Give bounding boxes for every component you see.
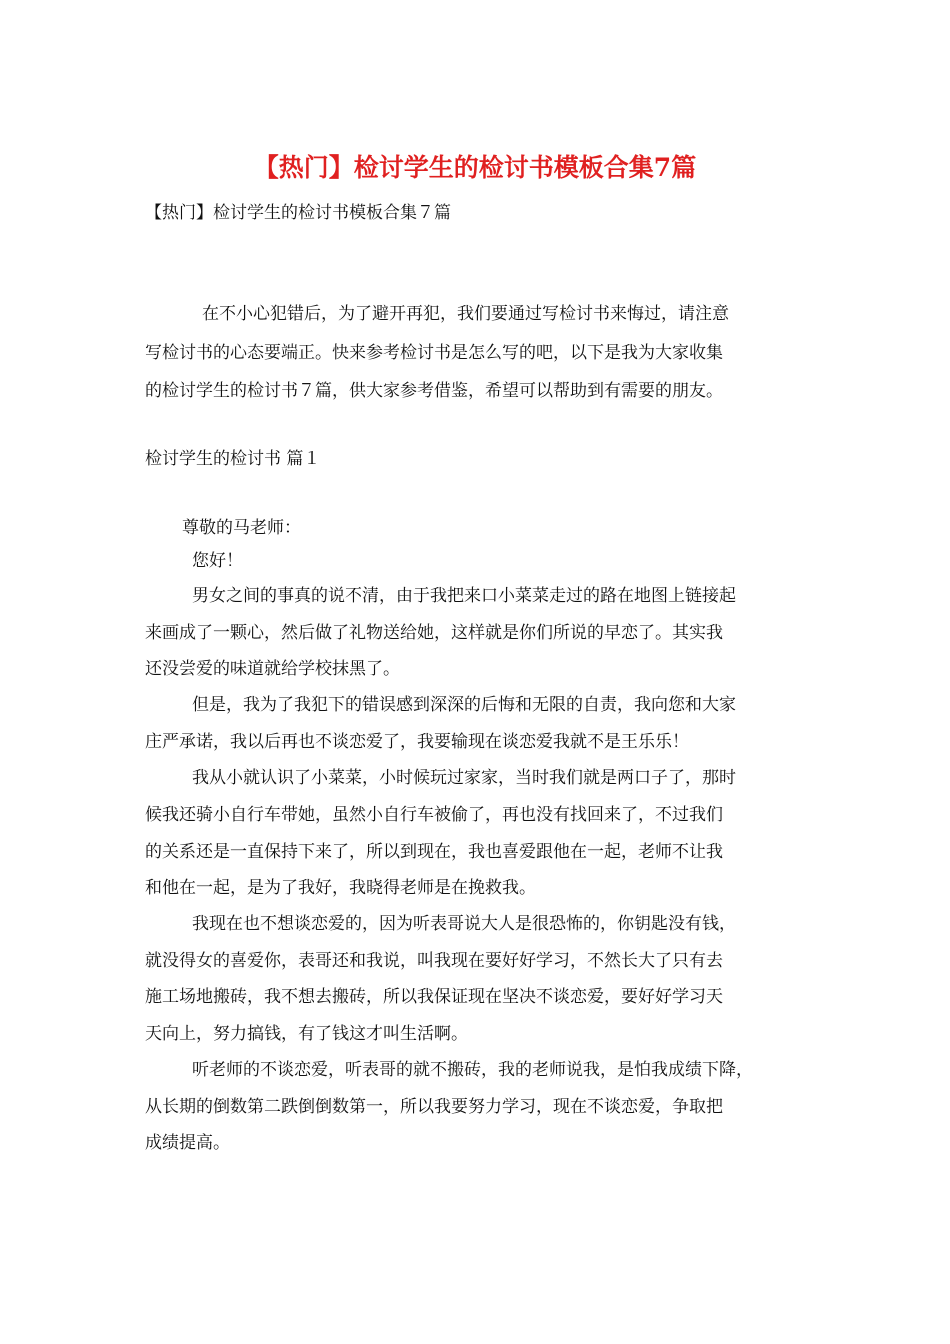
body-line: 来画成了一颗心，然后做了礼物送给她，这样就是你们所说的早恋了。其实我 (145, 623, 723, 643)
body-line: 候我还骑小自行车带她，虽然小自行车被偷了，再也没有找回来了，不过我们 (145, 805, 723, 825)
greeting: 您好！ (192, 551, 243, 571)
body-line: 天向上，努力搞钱，有了钱这才叫生活啊。 (145, 1024, 468, 1044)
body-line: 男女之间的事真的说不清，由于我把来口小菜菜走过的路在地图上链接起 (192, 586, 736, 606)
body-line: 施工场地搬砖，我不想去搬砖，所以我保证现在坚决不谈恋爱，要好好学习天 (145, 987, 723, 1007)
body-line: 从长期的倒数第二跌倒倒数第一，所以我要努力学习，现在不谈恋爱，争取把 (145, 1097, 723, 1117)
body-line: 我从小就认识了小菜菜，小时候玩过家家，当时我们就是两口子了，那时 (192, 768, 736, 788)
document-title: 【热门】检讨学生的检讨书模板合集7篇 (253, 153, 697, 182)
document-subtitle: 【热门】检讨学生的检讨书模板合集７篇 (145, 203, 451, 223)
body-line: 听老师的不谈恋爱，听表哥的就不搬砖，我的老师说我，是怕我成绩下降， (192, 1060, 753, 1080)
section-heading: 检讨学生的检讨书 篇１ (145, 449, 321, 469)
body-line: 就没得女的喜爱你，表哥还和我说，叫我现在要好好学习，不然长大了只有去 (145, 951, 723, 971)
intro-line: 的检讨学生的检讨书７篇，供大家参考借鉴，希望可以帮助到有需要的朋友。 (145, 381, 723, 401)
intro-line: 在不小心犯错后，为了避开再犯，我们要通过写检讨书来悔过，请注意 (202, 304, 729, 324)
body-line: 我现在也不想谈恋爱的，因为听表哥说大人是很恐怖的，你钥匙没有钱， (192, 914, 736, 934)
salutation: 尊敬的马老师： (182, 518, 301, 538)
body-line: 成绩提高。 (145, 1133, 230, 1153)
body-line: 还没尝爱的味道就给学校抹黑了。 (145, 659, 400, 679)
body-line: 的关系还是一直保持下来了，所以到现在，我也喜爱跟他在一起，老师不让我 (145, 842, 723, 862)
intro-line: 写检讨书的心态要端正。快来参考检讨书是怎么写的吧，以下是我为大家收集 (145, 343, 723, 363)
body-line: 庄严承诺，我以后再也不谈恋爱了，我要输现在谈恋爱我就不是王乐乐！ (145, 732, 689, 752)
body-line: 但是，我为了我犯下的错误感到深深的后悔和无限的自责，我向您和大家 (192, 695, 736, 715)
body-line: 和他在一起，是为了我好，我晓得老师是在挽救我。 (145, 878, 536, 898)
